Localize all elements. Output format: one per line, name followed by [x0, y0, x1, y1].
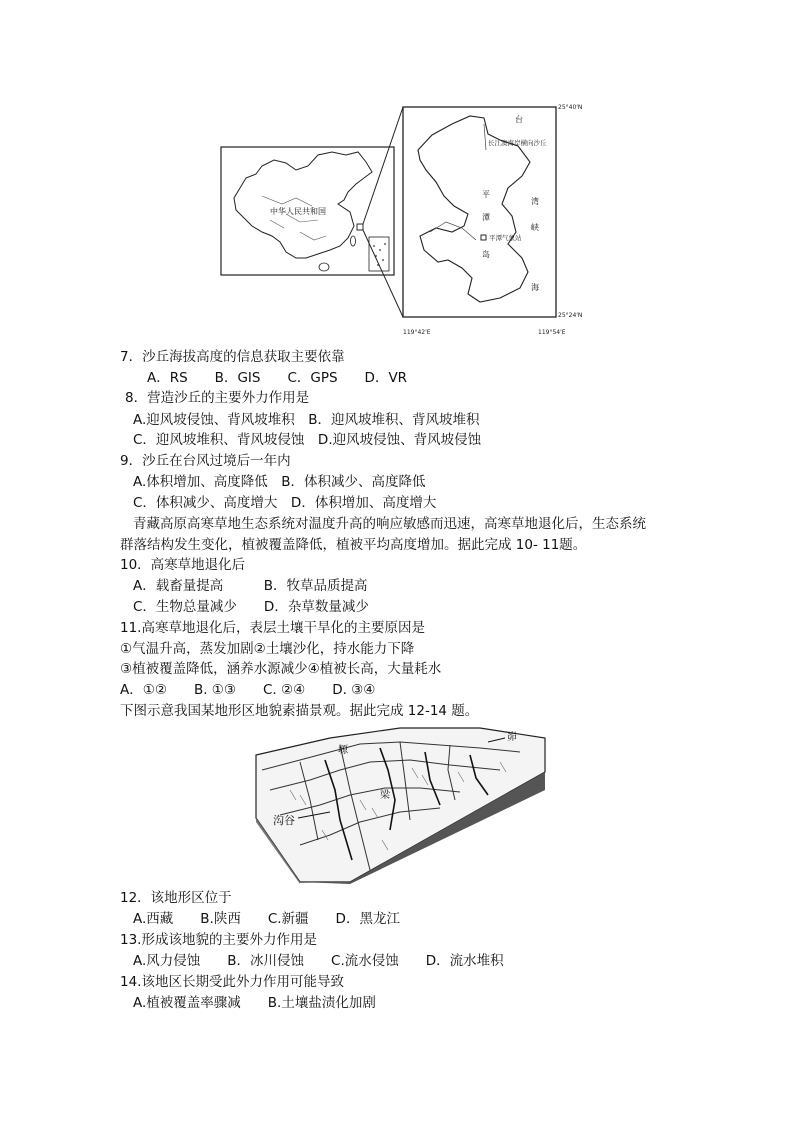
map-char-dao: 岛	[482, 250, 490, 259]
q8-options-1: A.迎风坡侵蚀、背风坡堆积 B．迎风坡堆积、背风坡堆积	[133, 412, 480, 428]
q7-stem: 7．沙丘海拔高度的信息获取主要依靠	[120, 349, 345, 365]
q13-stem: 13.形成该地貌的主要外力作用是	[120, 932, 317, 948]
q12-options: A.西藏 B.陕西 C.新疆 D．黑龙江	[133, 911, 400, 927]
q12-stem: 12．该地形区位于	[120, 890, 232, 906]
q11-statements-1: ①气温升高，蒸发加剧②土壤沙化，持水能力下降	[120, 641, 415, 657]
map-char-hai: 海	[531, 283, 539, 292]
inset-map-label: 中华人民共和国	[270, 207, 326, 216]
q10-stem: 10．高寒草地退化后	[120, 557, 246, 573]
lon-left-label: 119°42'E	[403, 329, 431, 336]
passage-landform: 下图示意我国某地形区地貌素描景观。据此完成 12-14 题。	[120, 703, 479, 719]
passage-line-1: 青藏高原高寒草地生态系统对温度升高的响应敏感而迅速，高寒草地退化后，生态系统	[133, 516, 646, 532]
q9-options-2: C．体积减少、高度增大 D．体积增加、高度增大	[133, 495, 437, 511]
sketch-label-liang: 梁	[380, 790, 390, 801]
q9-stem: 9．沙丘在台风过境后一年内	[120, 453, 291, 469]
q7-options: A．RS B．GIS C．GPS D．VR	[147, 370, 408, 386]
map-char-tan: 潭	[482, 213, 490, 222]
map-char-ping: 平	[482, 190, 490, 199]
passage-line-2: 群落结构发生变化，植被覆盖降低，植被平均高度增加。据此完成 10- 11题。	[120, 537, 587, 553]
lat-top-label: 25°40'N	[558, 104, 583, 111]
sketch-label-gully: 沟谷	[273, 814, 295, 827]
q9-options-1: A.体积增加、高度降低 B．体积减少、高度降低	[133, 474, 426, 490]
q14-stem: 14.该地区长期受此外力作用可能导致	[120, 974, 344, 990]
lat-bottom-label: 25°24'N	[558, 312, 583, 319]
lon-right-label: 119°54'E	[538, 329, 566, 336]
q10-options-1: A．载畜量提高 B．牧草品质提高	[133, 578, 368, 594]
dune-label: 长江澳海岸横向沙丘	[488, 139, 547, 147]
map-char-xia: 峡	[531, 223, 539, 232]
q11-options: A．①② B. ①③ C. ②④ D. ③④	[120, 682, 376, 698]
q8-options-2: C．迎风坡堆积、背风坡侵蚀 D.迎风坡侵蚀、背风坡侵蚀	[133, 432, 482, 448]
map-char-wan: 湾	[531, 197, 539, 206]
q8-stem: 8．营造沙丘的主要外力作用是	[125, 390, 310, 406]
q10-options-2: C．生物总量减少 D．杂草数量减少	[133, 599, 369, 615]
q14-options: A.植被覆盖率骤减 B.土壤盐渍化加剧	[133, 995, 376, 1011]
sketch-label-mao: 峁	[507, 732, 517, 743]
sketch-label-yuan: 塬	[338, 745, 348, 756]
q13-options: A.风力侵蚀 B．冰川侵蚀 C.流水侵蚀 D．流水堆积	[133, 953, 504, 969]
q11-stem: 11.高寒草地退化后，表层土壤干旱化的主要原因是	[120, 620, 425, 636]
q11-statements-2: ③植被覆盖降低，涵养水源减少④植被长高，大量耗水	[120, 661, 442, 677]
station-label: 平潭气象站	[489, 234, 522, 242]
map-char-tai: 台	[515, 115, 523, 124]
